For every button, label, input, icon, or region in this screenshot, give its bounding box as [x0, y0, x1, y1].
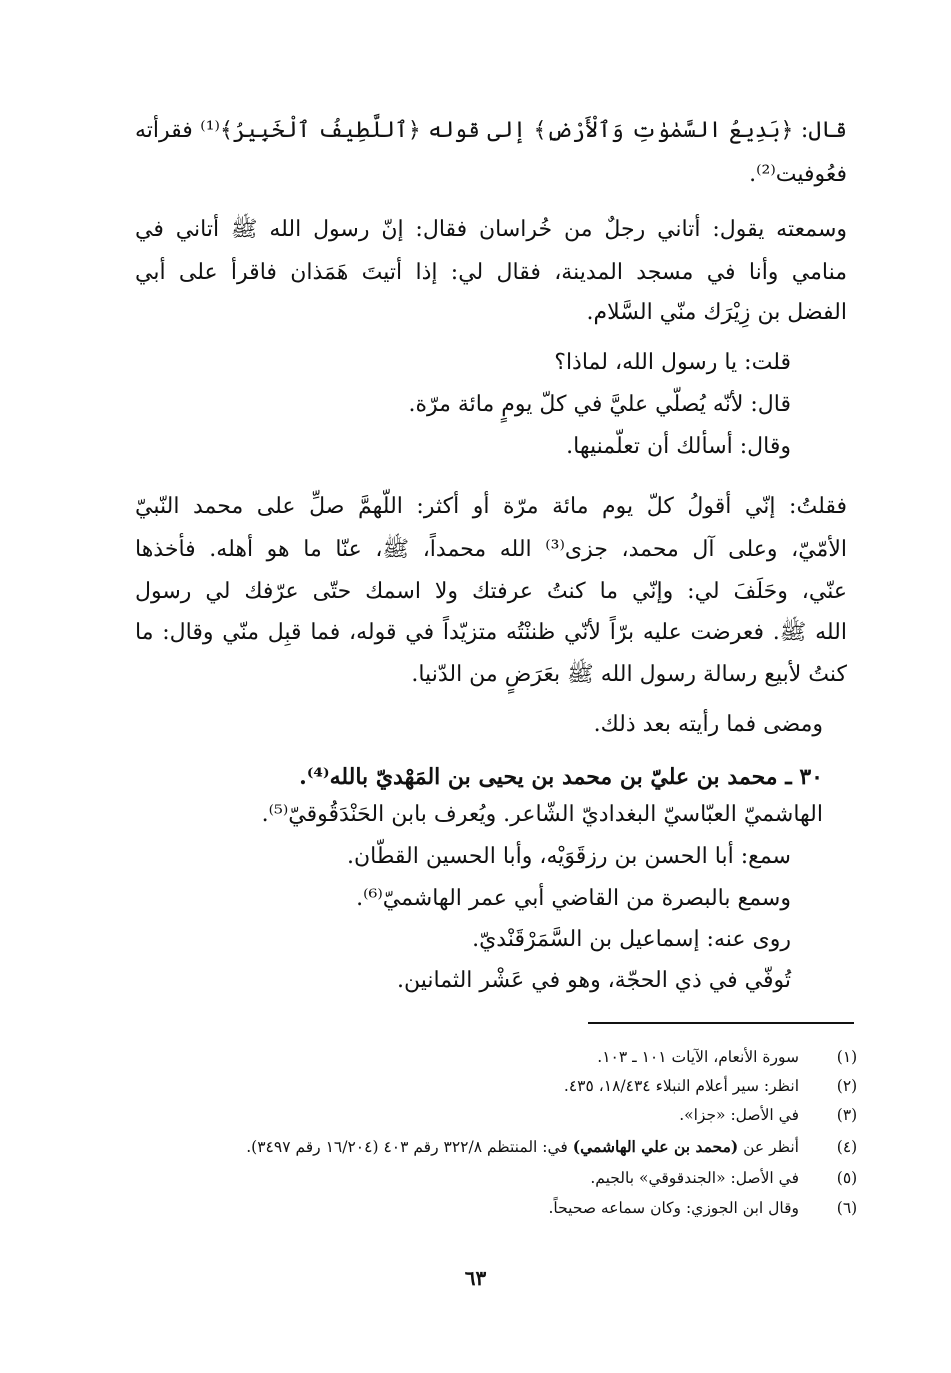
footnote-separator	[588, 1022, 854, 1024]
footnote-number: (٥)	[836, 1169, 858, 1187]
footnote-number: (٦)	[836, 1199, 858, 1217]
entry-line: الهاشميّ العبّاسيّ البغداديّ الشّاعر. ويُعرف بابن الحَنْدَقُوقيّ⁽⁵⁾.	[261, 802, 823, 827]
body-line: الله ﷺ. فعرضت عليه برّاً لأنّي ظننْتُه متزيّداً في قوله، فما قبِل منّي وقال: ما	[135, 620, 847, 645]
dialogue-line: وقال: أسألك أن تعلّمنيها.	[566, 434, 791, 459]
body-line: وسمعته يقول: أتاني رجلٌ من خُراسان فقال: إنّ رسول الله ﷺ أتاني في	[135, 217, 847, 242]
dialogue-line: قلت: يا رسول الله، لماذا؟	[554, 350, 791, 375]
body-line: الأمّيّ، وعلى آل محمد، جزى⁽³⁾ الله محمداً، ﷺ، عنّا ما هو أهله. فأخذها	[135, 537, 847, 562]
body-line: منامي وأنا في مسجد المدينة، فقال لي: إذا أتيتَ هَمَذان فاقرأ على أبي	[135, 260, 847, 285]
footnote-text-before: أنظر عن	[738, 1138, 799, 1156]
body-line: عنّي، وحَلَفَ لي: وإنّي ما كنتُ عرفتك ولا اسمك حتّى عرّفك لي رسول	[135, 579, 847, 604]
body-line: فقلتُ: إنّي أقولُ كلّ يوم مائة مرّة أو أكثر: اللّهمَّ صلِّ على محمد النّبيّ	[135, 494, 847, 519]
page-number: ٦٣	[464, 1266, 487, 1290]
entry-line: وسمع بالبصرة من القاضي أبي عمر الهاشميّ⁽⁶⁾.	[356, 886, 791, 911]
body-line: كنتُ لأبيع رسالة رسول الله ﷺ بعَرَضٍ من الدّنيا.	[411, 662, 847, 687]
footnote-number: (٣)	[836, 1106, 858, 1124]
footnote-text: انظر: سير أعلام النبلاء ١٨/٤٣٤، ٤٣٥.	[563, 1077, 799, 1095]
footnote-text: سورة الأنعام، الآيات ١٠١ ـ ١٠٣.	[597, 1048, 799, 1066]
entry-line: سمع: أبا الحسن بن رزقَوَيْه، وأبا الحسين القطّان.	[346, 844, 791, 869]
body-line: قال: ﴿بَدِيعُ السَّمٰوٰتِ وَٱلْأَرْضِ﴾ إلى قوله ﴿ٱللَّطِيفُ ٱلْخَبِيرُ﴾⁽¹⁾ فقرأته	[135, 118, 847, 143]
dialogue-line: قال: لأنّه يُصلّي عليَّ في كلّ يومٍ مائة مرّة.	[408, 392, 791, 417]
footnote-number: (٢)	[836, 1077, 858, 1095]
footnote-number: (١)	[836, 1048, 858, 1066]
entry-heading: ٣٠ ـ محمد بن عليّ بن محمد بن يحيى بن المَهْديّ بالله⁽⁴⁾.	[299, 764, 823, 790]
footnote-number: (٤)	[836, 1138, 858, 1156]
body-line: ومضى فما رأيته بعد ذلك.	[593, 712, 823, 737]
entry-line: تُوفّي في ذي الحجّة، وهو في عَشْر الثمانين.	[397, 968, 791, 993]
footnote-text-bold: (محمد بن علي الهاشمي)	[572, 1137, 739, 1156]
body-line: فعُوفيت⁽²⁾.	[749, 162, 847, 187]
footnote-text	[246, 1136, 799, 1158]
footnote-text: في الأصل: «الجندقوقي» بالجيم.	[590, 1169, 799, 1187]
body-line: الفضل بن زِيْرَك منّي السَّلام.	[586, 300, 847, 325]
footnote-text: وقال ابن الجوزي: وكان سماعه صحيحاً.	[548, 1199, 799, 1217]
entry-line: روى عنه: إسماعيل بن السَّمَرْقَنْديّ.	[472, 927, 791, 952]
footnote-text-after: في: المنتظم ٣٢٢/٨ رقم ٤٠٣ (١٦/٢٠٤ رقم ٣٤٩٧).	[246, 1138, 573, 1156]
footnote-text: في الأصل: «جزا».	[679, 1106, 799, 1124]
